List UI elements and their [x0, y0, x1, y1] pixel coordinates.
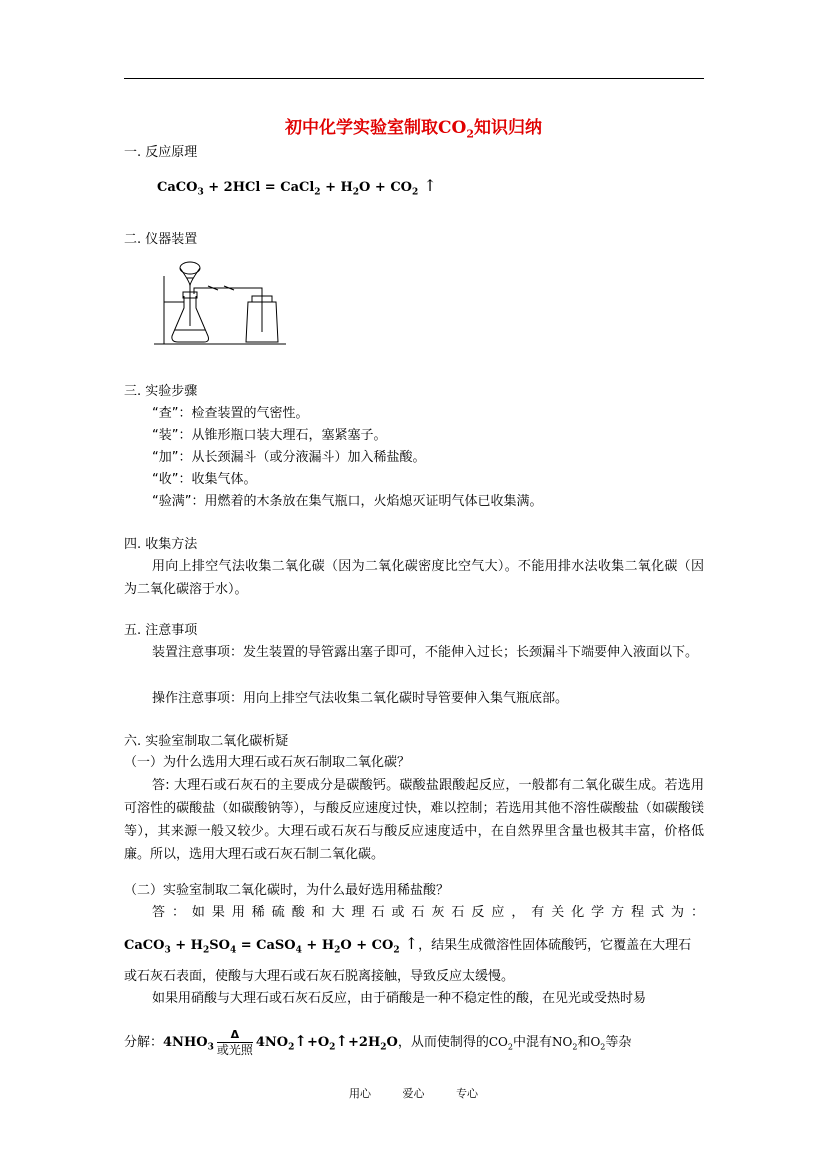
- footer-text-3: 专心: [456, 1087, 478, 1100]
- answer-1: 答: 大理石或石灰石的主要成分是碳酸钙。碳酸盐跟酸起反应，一般都有二氧化碳生成。若选用可溶性的碳酸盐（如碳酸钠等），与酸反应速度过快，难以控制；若选用其他不溶性碳酸盐（如碳酸镁等），其来源一般又较少。大理石或石灰石与酸反应速度适中，在自然界里含量也极其丰富，价格低廉。所以，选用大理石或石灰石制二氧化碳。: [124, 778, 704, 862]
- page-title: 初中化学实验室制取$CO_2$知识归纳: [285, 118, 542, 141]
- page-footer: [0, 1085, 827, 1101]
- reaction-condition: $\frac{\Delta}{\text{或光照}}$: [216, 1028, 253, 1057]
- decomposition-line: 分解：$4NHO_3$ $\frac{\Delta}{\text{或光照}}$ $4NO_2↑+O_2↑+2H_2O$，从而使制得的$CO_2$中混有$NO_2$和$O_2$等杂: [124, 1028, 632, 1057]
- section-heading-5: 五. 注意事项: [124, 623, 198, 638]
- header-rule: [124, 78, 704, 79]
- question-1: （一）为什么选用大理石或石灰石制取二氧化碳？: [124, 755, 411, 770]
- answer-2-cont: 或石灰石表面，使酸与大理石或石灰石脱离接触，导致反应太缓慢。: [124, 969, 515, 984]
- collection-method-text: 用向上排空气法收集二氧化碳（因为二氧化碳密度比空气大）。不能用排水法收集二氧化碳（因为二氧化碳溶于水）。: [124, 559, 704, 597]
- answer-2-lead: 答：如果用稀硫酸和大理石或石灰石反应，有关化学方程式为：: [152, 905, 704, 920]
- reaction-equation: CaCO$_3$ + 2HCl = CaCl$_2$ + $H_2O + CO_2$ ↑: [157, 176, 437, 198]
- step-collect: “收”：收集气体。: [152, 472, 257, 487]
- answer-2-equation-line: CaCO$_3$ + $H_2SO_4$ = CaSO$_4$ + $H_2O + CO_2$ ↑，结果生成微溶性固体硫酸钙，它覆盖在大理石: [124, 934, 692, 956]
- footer-text-1: 用心: [349, 1087, 371, 1100]
- apparatus-notes: 装置注意事项：发生装置的导管露出塞子即可，不能伸入过长；长颈漏斗下端要伸入液面以下。: [152, 645, 699, 660]
- operation-notes: 操作注意事项：用向上排空气法收集二氧化碳时导管要伸入集气瓶底部。: [152, 691, 569, 706]
- section-heading-3: 三. 实验步骤: [124, 384, 198, 399]
- section-heading-2: 二. 仪器装置: [124, 232, 198, 247]
- step-add: “加”：从长颈漏斗（或分液漏斗）加入稀盐酸。: [152, 450, 426, 465]
- step-load: “装”：从锥形瓶口装大理石，塞紧塞子。: [152, 428, 387, 443]
- section-heading-6: 六. 实验室制取二氧化碳析疑: [124, 734, 289, 749]
- step-check: “查”：检查装置的气密性。: [152, 406, 309, 421]
- apparatus-diagram: [150, 256, 290, 348]
- section-heading-1: 一. 反应原理: [124, 145, 198, 160]
- question-2: （二）实验室制取二氧化碳时，为什么最好选用稀盐酸？: [124, 883, 450, 898]
- footer-text-2: 爱心: [402, 1087, 425, 1100]
- answer-3: 如果用硝酸与大理石或石灰石反应，由于硝酸是一种不稳定性的酸，在见光或受热时易: [152, 991, 647, 1006]
- step-verify: “验满”：用燃着的木条放在集气瓶口，火焰熄灭证明气体已收集满。: [152, 494, 543, 509]
- section-heading-4: 四. 收集方法: [124, 537, 198, 552]
